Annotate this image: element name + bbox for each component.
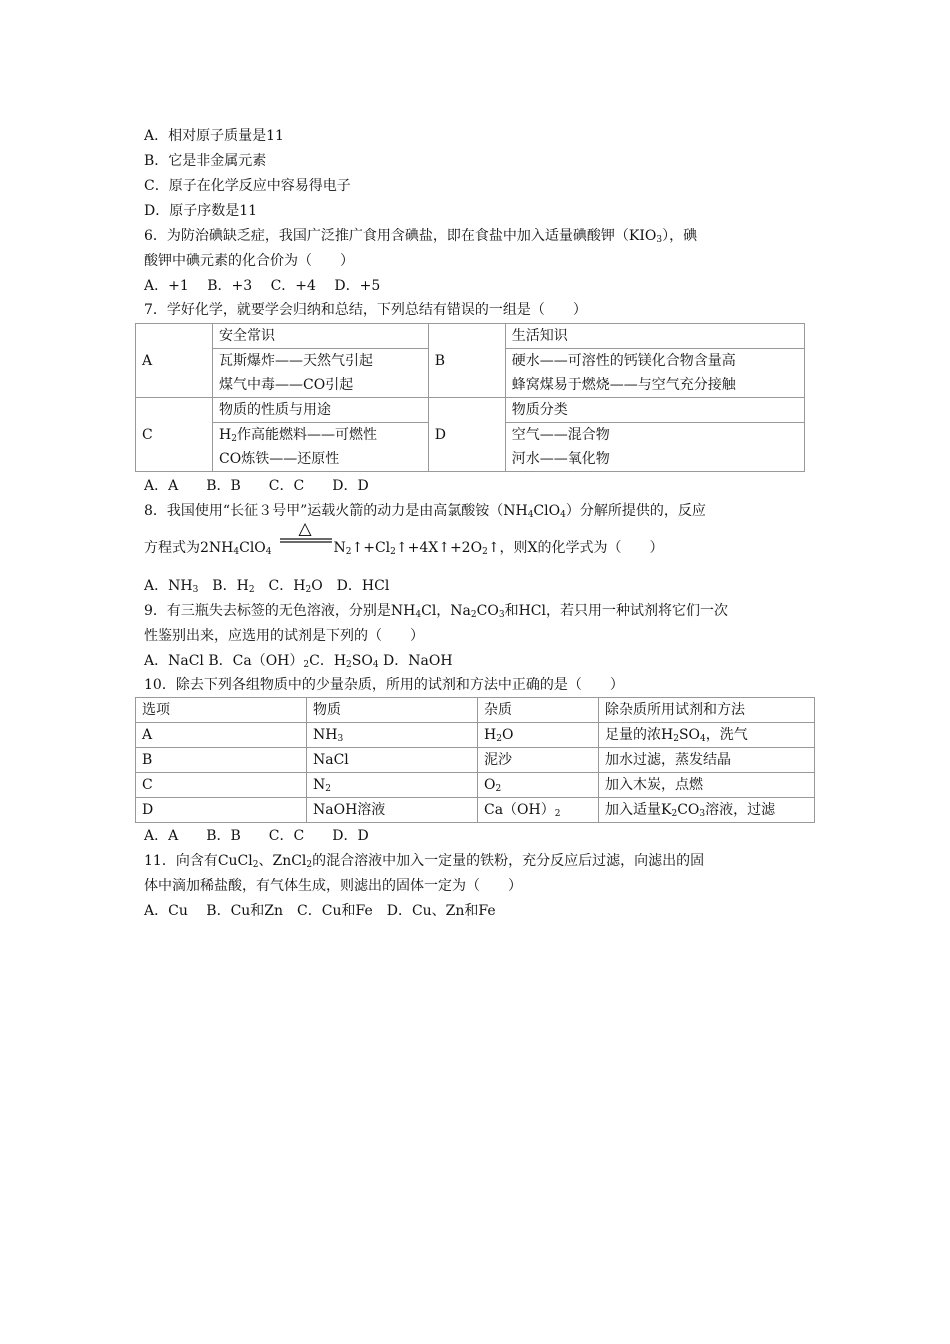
q8-eq-b: ↑+4X↑+2O bbox=[395, 540, 483, 556]
q8-opt-c2: O D．HCl bbox=[311, 578, 390, 594]
q8-opt-c-sub: 2 bbox=[305, 585, 312, 595]
q7-cell-b-header: 生活知识 bbox=[505, 324, 804, 349]
q9-opt-sub3: 4 bbox=[372, 660, 379, 670]
q7-cell-d-line1: 空气——混合物 bbox=[505, 423, 804, 448]
q10-d-m-post: 溶液，过滤 bbox=[705, 802, 776, 818]
q8-eq-sub4: 2 bbox=[390, 547, 396, 557]
q7-cell-d-header: 物质分类 bbox=[505, 398, 804, 423]
q9-stem-line2: 性鉴别出来，应选用的试剂是下列的（ ） bbox=[144, 628, 424, 644]
q6-text-a: 6．为防治碘缺乏症，我国广泛推广食用含碘盐，即在食盐中加入适量碘酸钾（KIO bbox=[144, 228, 657, 244]
q9-text-d: 和HCl，若只用一种试剂将它们一次 bbox=[504, 603, 728, 619]
q10-d-m-sub: 2 bbox=[671, 809, 678, 819]
q9-opt-sub2: 2 bbox=[346, 660, 352, 670]
q10-d-m-mid: CO bbox=[677, 802, 700, 818]
q10-header-substance: 物质 bbox=[307, 698, 478, 723]
q10-c-imp-sub: 2 bbox=[495, 784, 502, 794]
q10-a-m-sub: 2 bbox=[673, 734, 679, 744]
heat-condition-sign bbox=[278, 519, 332, 543]
q8-opt-a-sub: 3 bbox=[192, 585, 199, 595]
q10-options: A．A B．B C．C D．D bbox=[144, 828, 369, 844]
q10-d-m-pre: 加入适量K bbox=[605, 802, 672, 818]
q11-sub1: 2 bbox=[252, 860, 259, 870]
q10-row-a-impurity bbox=[478, 723, 599, 748]
q9-sub3: 3 bbox=[498, 610, 505, 620]
q8-equation bbox=[144, 538, 664, 558]
table-row bbox=[136, 723, 815, 748]
q10-row-b-substance: NaCl bbox=[307, 748, 478, 773]
q9-stem-line1 bbox=[144, 601, 728, 621]
q8-eq-a: ↑+Cl bbox=[351, 540, 391, 556]
q10-a-sub-pre: NH bbox=[313, 727, 338, 743]
q5-option-b: B．它是非金属元素 bbox=[144, 153, 267, 169]
q11-stem-line1 bbox=[144, 851, 704, 871]
q10-row-a-substance bbox=[307, 723, 478, 748]
q11-text-c: 的混合溶液中加入一定量的铁粉，充分反应后过滤，向滤出的固 bbox=[312, 853, 705, 869]
q6-options: A．+1 B．+3 C．+4 D．+5 bbox=[144, 278, 381, 294]
q7-c-l1-pre: H bbox=[219, 427, 232, 443]
q6-stem-line1 bbox=[144, 226, 697, 246]
q9-sub1: 4 bbox=[415, 610, 422, 620]
q10-header-method: 除杂质所用试剂和方法 bbox=[599, 698, 815, 723]
q7-table bbox=[135, 323, 805, 472]
q7-cell-b-line1: 硬水——可溶性的钙镁化合物含量高 bbox=[505, 349, 804, 374]
q7-stem: 7．学好化学，就要学会归纳和总结，下列总结有错误的一组是（ ） bbox=[144, 302, 587, 318]
q10-row-c-impurity bbox=[478, 773, 599, 798]
q10-a-m-mid: SO bbox=[678, 727, 701, 743]
q9-sub2: 2 bbox=[470, 610, 477, 620]
q6-stem-line2: 酸钾中碘元素的化合价为（ ） bbox=[144, 253, 354, 269]
q9-options bbox=[144, 651, 453, 671]
q10-row-d-method bbox=[599, 798, 815, 823]
q10-a-m-sub2: 4 bbox=[700, 734, 706, 744]
q9-opt-c: SO bbox=[351, 653, 373, 669]
q8-text-b: ClO bbox=[533, 503, 561, 519]
q10-row-a-option: A bbox=[136, 723, 307, 748]
q11-sub2: 2 bbox=[306, 860, 313, 870]
q8-sub2: 4 bbox=[560, 510, 566, 520]
q10-a-imp-pre: H bbox=[484, 727, 497, 743]
q10-d-imp-pre: Ca（OH） bbox=[484, 802, 555, 818]
q10-c-sub-sub: 2 bbox=[325, 784, 331, 794]
q10-row-b-method: 加水过滤，蒸发结晶 bbox=[599, 748, 815, 773]
q10-a-m-pre: 足量的浓H bbox=[605, 727, 674, 743]
q8-eq-sub1: 4 bbox=[233, 547, 240, 557]
q8-stem-line1 bbox=[144, 501, 706, 521]
q5-option-d: D．原子序数是11 bbox=[144, 203, 258, 219]
q9-text-c: CO bbox=[476, 603, 499, 619]
q7-cell-d-letter: D bbox=[428, 398, 505, 472]
heat-triangle-icon: △ bbox=[298, 519, 312, 539]
q8-eq-sub2: 4 bbox=[265, 547, 272, 557]
q10-a-m-post: ，洗气 bbox=[705, 727, 748, 743]
q6-text-b: ），碘 bbox=[662, 228, 698, 244]
q8-eq-sub5: 2 bbox=[482, 547, 488, 557]
q5-option-c: C．原子在化学反应中容易得电子 bbox=[144, 178, 351, 194]
q11-options: A．Cu B．Cu和Zn C．Cu和Fe D．Cu、Zn和Fe bbox=[144, 903, 496, 919]
q7-cell-a-line1: 瓦斯爆炸——天然气引起 bbox=[213, 349, 429, 374]
q7-cell-c-letter: C bbox=[136, 398, 213, 472]
q7-c-l1-post: 作高能燃料——可燃性 bbox=[236, 427, 377, 443]
q10-a-imp-sub: 2 bbox=[496, 734, 502, 744]
q9-opt-d: D．NaOH bbox=[378, 653, 453, 669]
q10-header-row bbox=[136, 698, 815, 723]
q10-table bbox=[135, 697, 815, 823]
table-row bbox=[136, 773, 815, 798]
q10-a-sub-sub: 3 bbox=[337, 734, 344, 744]
q8-opt-b-sub: 2 bbox=[248, 585, 255, 595]
table-row bbox=[136, 798, 815, 823]
q11-text-b: 、ZnCl bbox=[258, 853, 307, 869]
q8-eq-pre: 方程式为2NH bbox=[144, 540, 234, 556]
q7-cell-b-line2: 蜂窝煤易于燃烧——与空气充分接触 bbox=[505, 373, 804, 398]
q10-a-imp-post: O bbox=[501, 727, 514, 743]
q10-row-d-substance: NaOH溶液 bbox=[307, 798, 478, 823]
q7-c-l1-sub: 2 bbox=[231, 434, 237, 444]
q10-row-a-method bbox=[599, 723, 815, 748]
q6-sub: 3 bbox=[656, 235, 663, 245]
q10-c-imp-pre: O bbox=[484, 777, 496, 793]
q7-options: A．A B．B C．C D．D bbox=[144, 478, 369, 494]
q9-opt-sub1: 2 bbox=[303, 660, 310, 670]
q9-opt-a: A．NaCl B．Ca（OH） bbox=[144, 653, 304, 669]
q8-opt-a: A．NH bbox=[144, 578, 193, 594]
q5-option-a: A．相对原子质量是11 bbox=[144, 128, 284, 144]
q9-opt-b: C．H bbox=[309, 653, 347, 669]
q10-row-b-option: B bbox=[136, 748, 307, 773]
q7-cell-a-line2: 煤气中毒——CO引起 bbox=[213, 373, 429, 398]
q8-text-c: ）分解所提供的，反应 bbox=[565, 503, 706, 519]
q10-row-c-option: C bbox=[136, 773, 307, 798]
q8-sub1: 4 bbox=[527, 510, 534, 520]
q8-opt-b: B．H bbox=[198, 578, 249, 594]
q7-cell-c-header: 物质的性质与用途 bbox=[213, 398, 429, 423]
q10-c-sub-pre: N bbox=[313, 777, 326, 793]
q7-cell-c-line1 bbox=[213, 423, 429, 448]
table-row bbox=[136, 748, 815, 773]
q10-row-c-substance bbox=[307, 773, 478, 798]
q7-cell-b-letter: B bbox=[428, 324, 505, 398]
q7-cell-d-line2: 河水——氧化物 bbox=[505, 447, 804, 472]
q10-d-imp-sub: 2 bbox=[554, 809, 561, 819]
q10-row-c-method: 加入木炭，点燃 bbox=[599, 773, 815, 798]
q8-text-a: 8．我国使用“长征３号甲”运载火箭的动力是由高氯酸铵（NH bbox=[144, 503, 528, 519]
q7-cell-a-header: 安全常识 bbox=[213, 324, 429, 349]
q8-opt-c: C．H bbox=[254, 578, 306, 594]
q10-header-option: 选项 bbox=[136, 698, 307, 723]
q10-header-impurity: 杂质 bbox=[478, 698, 599, 723]
q9-text-a: 9．有三瓶失去标签的无色溶液，分别是NH bbox=[144, 603, 416, 619]
q8-options bbox=[144, 576, 389, 596]
q8-eq-n: N bbox=[333, 540, 346, 556]
q8-eq-sub3: 2 bbox=[345, 547, 352, 557]
q10-row-d-impurity bbox=[478, 798, 599, 823]
q11-text-a: 11．向含有CuCl bbox=[144, 853, 253, 869]
q11-stem-line2: 体中滴加稀盐酸，有气体生成，则滤出的固体一定为（ ） bbox=[144, 878, 522, 894]
q10-row-d-option: D bbox=[136, 798, 307, 823]
q7-cell-c-line2: CO炼铁——还原性 bbox=[213, 447, 429, 472]
q10-d-m-sub2: 3 bbox=[699, 809, 706, 819]
q8-eq-c: ↑，则X的化学式为（ ） bbox=[487, 540, 664, 556]
q10-row-b-impurity: 泥沙 bbox=[478, 748, 599, 773]
q7-cell-a-letter: A bbox=[136, 324, 213, 398]
q9-text-b: Cl，Na bbox=[421, 603, 471, 619]
q10-stem: 10．除去下列各组物质中的少量杂质，所用的试剂和方法中正确的是（ ） bbox=[144, 677, 624, 693]
q8-eq-mid: ClO bbox=[239, 540, 266, 556]
